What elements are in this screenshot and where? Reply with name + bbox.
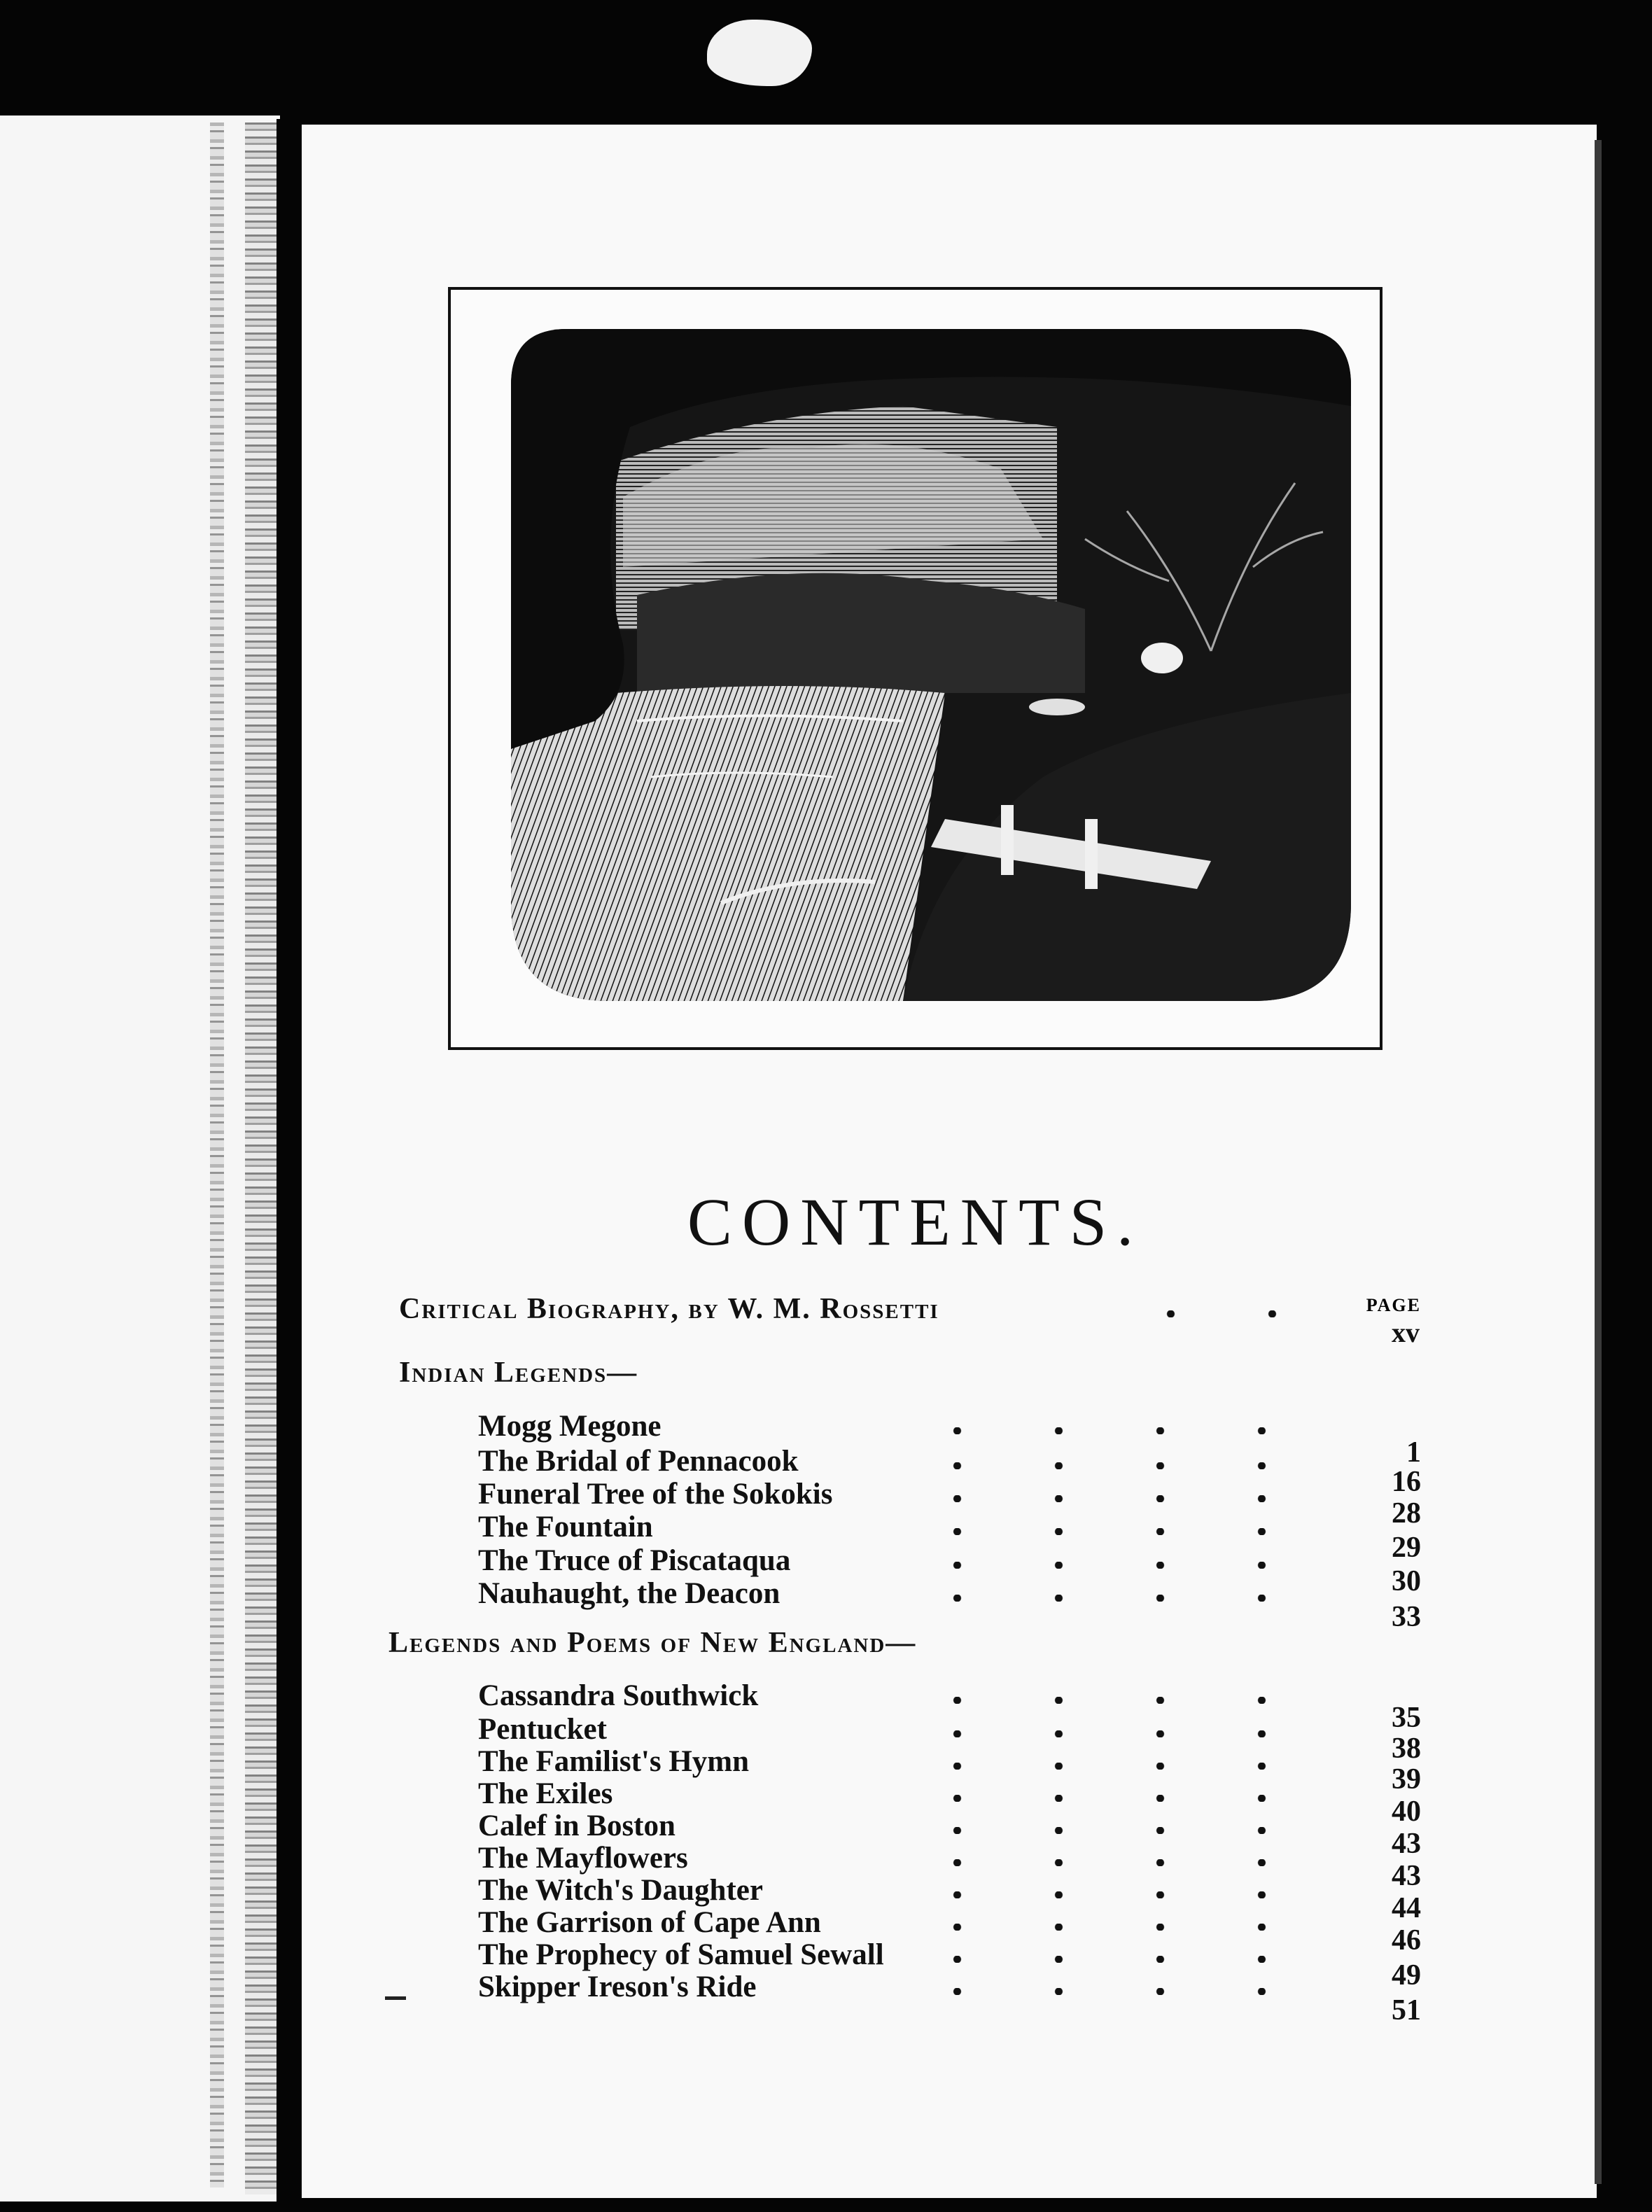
- entry-page: 40: [1392, 1795, 1421, 1828]
- leader-dots: [906, 1956, 1334, 1963]
- entry-page: 35: [1392, 1702, 1421, 1734]
- entry-page: 16: [1392, 1466, 1421, 1498]
- entry-title: Mogg Megone: [478, 1410, 662, 1443]
- entry-page: 43: [1392, 1828, 1421, 1860]
- entry-title: Nauhaught, the Deacon: [478, 1577, 780, 1610]
- leader-dots: [906, 1891, 1334, 1898]
- toc-entry[interactable]: [0, 1970, 1652, 2026]
- entry-title: The Prophecy of Samuel Sewall: [478, 1938, 884, 1971]
- entry-page: 51: [1392, 1994, 1421, 2026]
- entry-title: The Bridal of Pennacook: [478, 1445, 799, 1478]
- margin-mark: [385, 1996, 406, 2000]
- entry-title: The Witch's Daughter: [478, 1874, 763, 1907]
- contents-heading: CONTENTS.: [687, 1184, 1144, 1259]
- entry-title: The Truce of Piscataqua: [478, 1544, 791, 1577]
- entry-page: 1: [1406, 1436, 1421, 1469]
- entry-page: 44: [1392, 1892, 1421, 1924]
- entry-title: Cassandra Southwick: [478, 1679, 759, 1712]
- toc-entry[interactable]: [0, 1576, 1652, 1633]
- leader-dots: [906, 1562, 1334, 1569]
- entry-page: 39: [1392, 1763, 1421, 1795]
- entry-page: 46: [1392, 1924, 1421, 1956]
- entry-title: The Fountain: [478, 1511, 653, 1544]
- entry-title: Pentucket: [478, 1713, 607, 1746]
- leader-dots: [906, 1528, 1334, 1535]
- entry-title: Funeral Tree of the Sokokis: [478, 1478, 833, 1511]
- entry-page: 30: [1392, 1565, 1421, 1597]
- scanner-scrap: [707, 20, 812, 86]
- leader-dots: [906, 1697, 1334, 1704]
- leader-dots: [906, 1763, 1334, 1770]
- section-title: Indian Legends—: [399, 1357, 638, 1389]
- biography-page: xv: [1392, 1317, 1420, 1348]
- leader-dots: [906, 1595, 1334, 1602]
- section-heading-indian-legends: [0, 1356, 1652, 1391]
- entry-page: 49: [1392, 1959, 1421, 1991]
- leader-dots: [906, 1730, 1334, 1737]
- biography-title: Critical Biography, by W. M. Rossetti: [399, 1293, 939, 1325]
- entry-title: The Familist's Hymn: [478, 1745, 750, 1778]
- leader-dots: [906, 1795, 1334, 1802]
- leader-dots: [906, 1924, 1334, 1931]
- leader-dots: [906, 1859, 1334, 1866]
- leader-dots: [906, 1827, 1334, 1834]
- leader-dots: [906, 1495, 1334, 1502]
- entry-page: 38: [1392, 1732, 1421, 1765]
- entry-title: Calef in Boston: [478, 1809, 676, 1842]
- entry-page: 33: [1392, 1601, 1421, 1633]
- entry-page: 43: [1392, 1860, 1421, 1892]
- entry-page: 29: [1392, 1532, 1421, 1564]
- entry-title: Skipper Ireson's Ride: [478, 1970, 757, 2003]
- page-column-label: PAGE: [1366, 1295, 1421, 1315]
- leader-dots: [906, 1988, 1334, 1995]
- entry-title: The Exiles: [478, 1777, 613, 1810]
- leader-dots: [1120, 1310, 1330, 1317]
- landscape-engraving: [511, 329, 1351, 1001]
- leader-dots: [906, 1427, 1334, 1434]
- entry-page: 28: [1392, 1497, 1421, 1530]
- section-title: Legends and Poems of New England—: [388, 1627, 917, 1659]
- leader-dots: [906, 1462, 1334, 1469]
- entry-title: The Mayflowers: [478, 1842, 688, 1875]
- entry-title: The Garrison of Cape Ann: [478, 1906, 821, 1939]
- section-heading-legends-new-england: [0, 1626, 1652, 1661]
